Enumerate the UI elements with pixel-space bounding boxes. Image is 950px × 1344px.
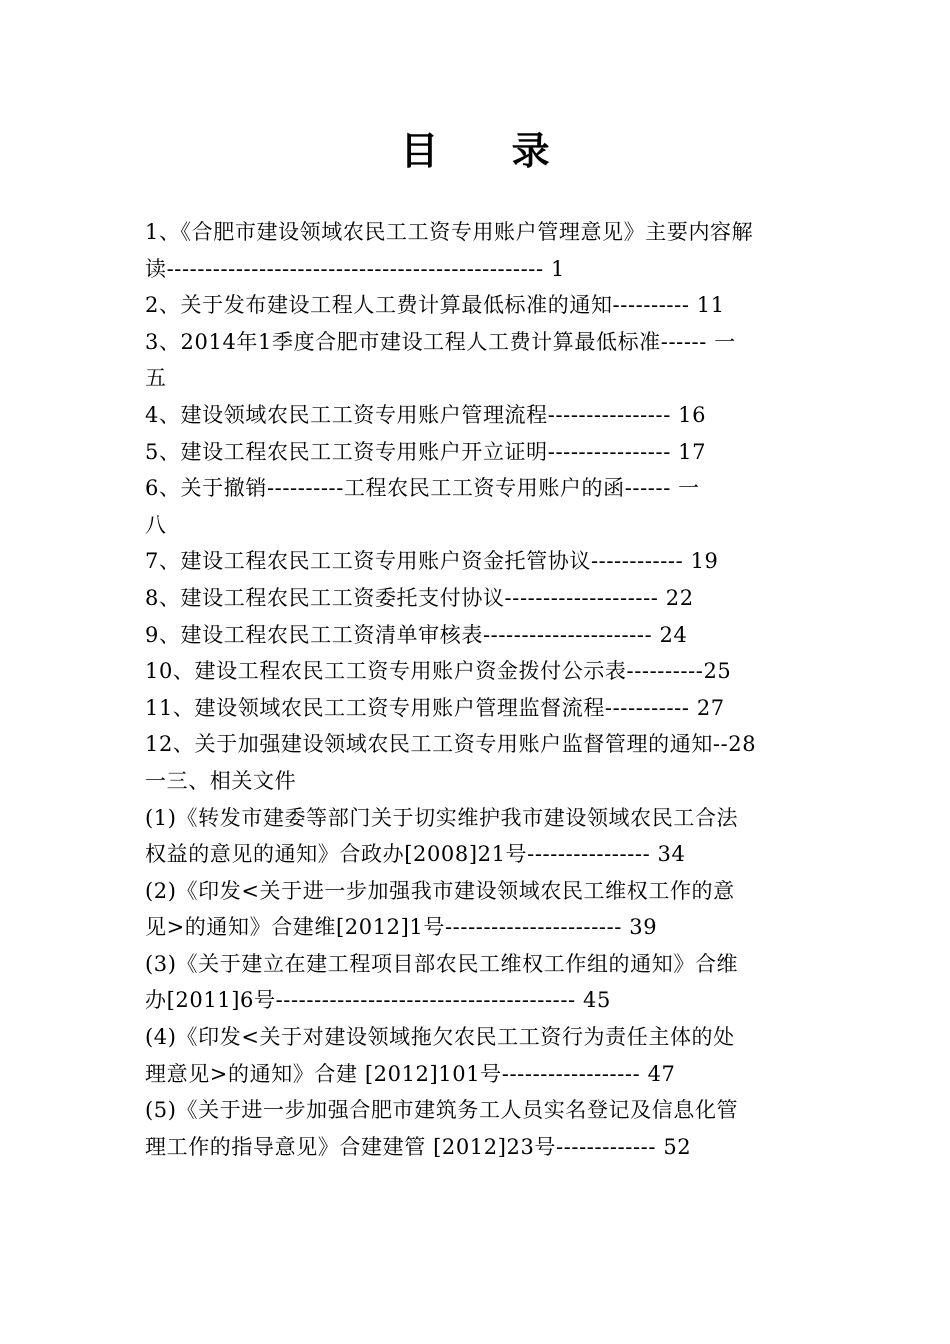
toc-line: 3、2014年1季度合肥市建设工程人工费计算最低标准------ 一	[145, 329, 736, 354]
toc-line: (3)《关于建立在建工程项目部农民工维权工作组的通知》合维	[145, 951, 739, 976]
toc-line: 7、建设工程农民工工资专用账户资金托管协议------------ 19	[145, 549, 719, 574]
toc-line: 五	[145, 366, 167, 391]
page-title: 目 录	[400, 129, 580, 173]
toc-line: 理意见>的通知》合建 [2012]101号------------------ 47	[145, 1061, 676, 1086]
toc-line: 12、关于加强建设领域农民工工资专用账户监督管理的通知--28	[145, 732, 757, 757]
toc-line: 读------------------------------------------------- 1	[145, 256, 565, 281]
table-of-contents	[145, 214, 825, 1165]
toc-line: 见>的通知》合建维[2012]1号----------------------- 39	[145, 915, 658, 940]
toc-line: 2、关于发布建设工程人工费计算最低标准的通知---------- 11	[145, 293, 725, 318]
toc-line: 9、建设工程农民工工资清单审核表---------------------- 24	[145, 622, 688, 647]
toc-line: (4)《印发<关于对建设领域拖欠农民工工资行为责任主体的处	[145, 1025, 735, 1050]
toc-line: 一三、相关文件	[145, 768, 297, 793]
toc-line: 理工作的指导意见》合建建管 [2012]23号------------- 52	[145, 1134, 692, 1159]
toc-line: 8、建设工程农民工工资委托支付协议-------------------- 22	[145, 585, 694, 610]
toc-line: 4、建设领域农民工工资专用账户管理流程---------------- 16	[145, 402, 707, 427]
toc-line: 11、建设领域农民工工资专用账户管理监督流程----------- 27	[145, 695, 725, 720]
toc-line: 6、关于撤销----------工程农民工工资专用账户的函------ 一	[145, 476, 700, 501]
toc-line: 10、建设工程农民工工资专用账户资金拨付公示表----------25	[145, 659, 732, 684]
toc-line: 权益的意见的通知》合政办[2008]21号---------------- 34	[145, 842, 686, 867]
toc-line: 办[2011]6号--------------------------------------- 45	[145, 988, 611, 1013]
toc-line: 5、建设工程农民工工资专用账户开立证明---------------- 17	[145, 439, 707, 464]
toc-line: (2)《印发<关于进一步加强我市建设领域农民工维权工作的意	[145, 878, 735, 903]
toc-line: 八	[145, 512, 167, 537]
toc-line: 1、《合肥市建设领域农民工工资专用账户管理意见》主要内容解	[145, 220, 754, 244]
toc-line: (5)《关于进一步加强合肥市建筑务工人员实名登记及信息化管	[145, 1098, 739, 1123]
toc-line: (1)《转发市建委等部门关于切实维护我市建设领域农民工合法	[145, 805, 739, 830]
